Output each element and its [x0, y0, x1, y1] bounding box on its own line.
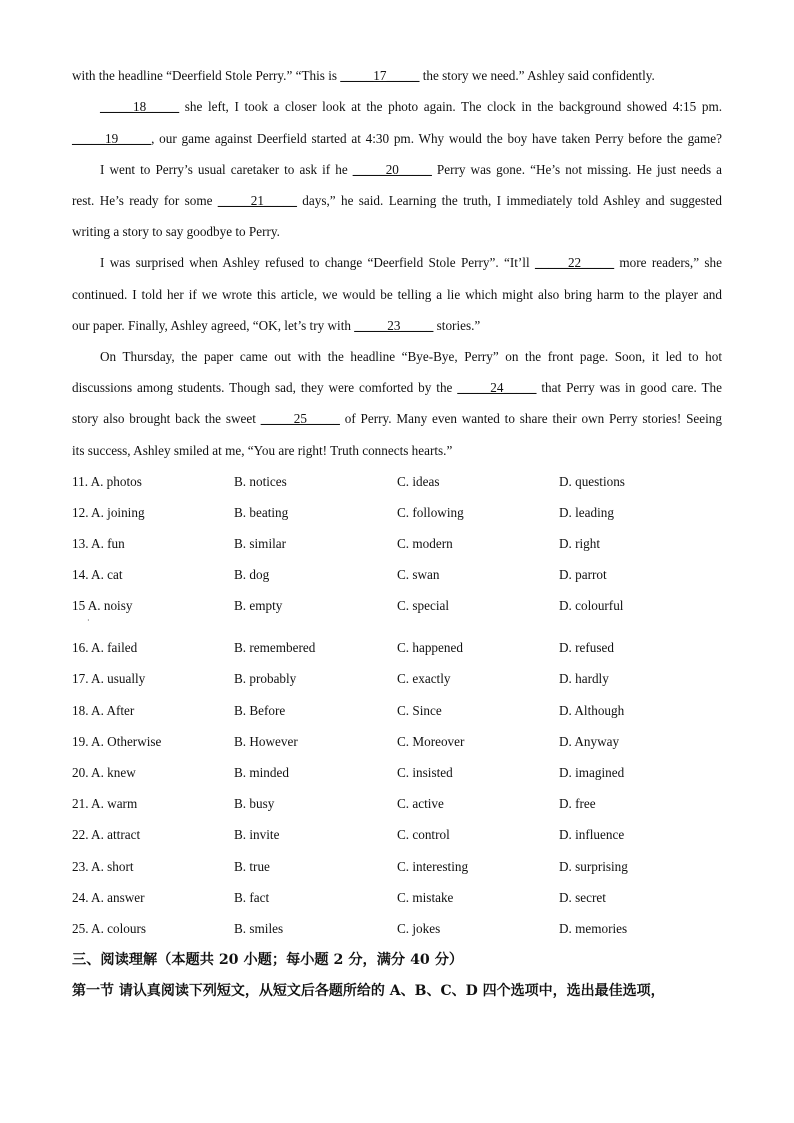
question-14-options: [72, 567, 722, 583]
passage-line-10: On Thursday, the paper came out with the headline “Bye-Bye, Perry” on the front page. Soon, it led to hot: [100, 349, 722, 364]
question-25-options: [72, 921, 722, 937]
blank-24: _____24_____: [457, 380, 537, 395]
option-a: 25. A. colours: [72, 921, 146, 936]
option-d: D. leading: [559, 505, 614, 520]
option-b: B. true: [234, 859, 270, 874]
option-b: B. fact: [234, 890, 270, 905]
blank-17: _____17_____: [340, 68, 420, 83]
option-b: B. notices: [234, 474, 287, 489]
option-b: B. beating: [234, 505, 289, 520]
option-b: B. empty: [234, 598, 283, 613]
option-b: B. smiles: [234, 921, 284, 936]
option-a: 16. A. failed: [72, 640, 138, 655]
option-d: D. memories: [559, 921, 628, 936]
blank-21: _____21_____: [217, 193, 297, 208]
option-d: D. questions: [559, 474, 625, 489]
option-d: D. imagined: [559, 765, 625, 780]
option-d: D. refused: [559, 640, 614, 655]
passage-line-7: I was surprised when Ashley refused to change “Deerfield Stole Perry”. “It’ll _____22_____ more readers,” she: [100, 255, 722, 270]
blank-22: _____22_____: [534, 255, 615, 270]
passage-line-9: our paper. Finally, Ashley agreed, “OK, let’s try with _____23_____ stories.”: [72, 318, 481, 333]
option-a: 19. A. Otherwise: [72, 734, 162, 749]
option-c: C. ideas: [397, 474, 440, 489]
option-b: B. However: [234, 734, 298, 749]
option-a: 17. A. usually: [72, 671, 146, 686]
option-c: C. swan: [397, 567, 440, 582]
question-17-options: [72, 671, 722, 687]
question-21-options: [72, 796, 722, 812]
option-c: C. special: [397, 598, 450, 613]
option-d: D. Although: [559, 703, 625, 718]
option-d: D. right: [559, 536, 601, 551]
option-b: B. similar: [234, 536, 287, 551]
option-b: B. minded: [234, 765, 289, 780]
passage-line-4: I went to Perry’s usual caretaker to ask if he _____20_____ Perry was gone. “He’s not missing. He just needs a: [100, 162, 722, 177]
option-c: C. control: [397, 827, 450, 842]
blank-23: _____23_____: [354, 318, 434, 333]
option-c: C. interesting: [397, 859, 469, 874]
option-b: B. invite: [234, 827, 280, 842]
option-c: C. mistake: [397, 890, 454, 905]
option-d: D. Anyway: [559, 734, 620, 749]
passage-line-5: rest. He’s ready for some _____21_____ days,” he said. Learning the truth, I immediately told Ashley and suggested: [72, 193, 722, 208]
option-a: 11. A. photos: [72, 474, 142, 489]
question-22-options: [72, 827, 722, 843]
option-d: D. parrot: [559, 567, 607, 582]
option-b: B. Before: [234, 703, 286, 718]
option-d: D. surprising: [559, 859, 628, 874]
question-11-options: [72, 474, 722, 490]
option-c: C. insisted: [397, 765, 453, 780]
blank-20: _____20_____: [352, 162, 432, 177]
option-c: C. happened: [397, 640, 463, 655]
question-19-options: [72, 734, 722, 750]
option-c: C. modern: [397, 536, 453, 551]
option-a: 24. A. answer: [72, 890, 145, 905]
passage-line-2: _____18_____ she left, I took a closer look at the photo again. The clock in the background showed 4:15 pm.: [100, 99, 722, 114]
question-12-options: [72, 505, 722, 521]
option-d: D. colourful: [559, 598, 624, 613]
question-15-options: [72, 598, 722, 614]
passage-line-8: continued. I told her if we wrote this article, we would be telling a lie which might also bring harm to the player and: [72, 287, 722, 302]
passage-line-1: with the headline “Deerfield Stole Perry.” “This is _____17_____ the story we need.” Ashley said confidently.: [72, 68, 655, 83]
option-c: C. Moreover: [397, 734, 465, 749]
option-a: 12. A. joining: [72, 505, 145, 520]
passage-line-6: writing a story to say goodbye to Perry.: [72, 224, 280, 239]
option-a: 22. A. attract: [72, 827, 141, 842]
passage-line-13: its success, Ashley smiled at me, “You are right! Truth connects hearts.”: [72, 443, 453, 458]
option-a: 15 A. noisy: [72, 598, 133, 613]
section-instruction: 第一节 请认真阅读下列短文，从短文后各题所给的 A、B、C、D 四个选项中，选出最佳选项，: [72, 983, 665, 999]
question-20-options: [72, 765, 722, 781]
passage-line-11: discussions among students. Though sad, they were comforted by the _____24_____ that Perry was in good care. The: [72, 380, 722, 395]
question-24-options: [72, 890, 722, 906]
option-b: B. busy: [234, 796, 275, 811]
blank-25: _____25_____: [260, 411, 340, 426]
section-heading: 三、阅读理解（本题共 20 小题；每小题 2 分，满分 40 分）: [72, 952, 464, 968]
option-b: B. probably: [234, 671, 297, 686]
option-d: D. hardly: [559, 671, 609, 686]
option-c: C. following: [397, 505, 464, 520]
passage-line-12: story also brought back the sweet _____25_____ of Perry. Many even wanted to share their own Perry stories! Seeing: [72, 411, 722, 426]
question-18-options: [72, 703, 722, 719]
option-d: D. secret: [559, 890, 606, 905]
question-23-options: [72, 859, 722, 875]
option-b: B. remembered: [234, 640, 316, 655]
blank-18: _____18_____: [100, 99, 180, 114]
option-c: C. Since: [397, 703, 442, 718]
option-d: D. free: [559, 796, 596, 811]
option-b: B. dog: [234, 567, 270, 582]
option-c: C. exactly: [397, 671, 451, 686]
stray-dot: ·: [87, 616, 90, 625]
question-13-options: [72, 536, 722, 552]
option-a: 20. A. knew: [72, 765, 136, 780]
option-a: 14. A. cat: [72, 567, 123, 582]
question-16-options: [72, 640, 722, 656]
option-a: 21. A. warm: [72, 796, 138, 811]
passage-line-3: _____19_____, our game against Deerfield started at 4:30 pm. Why would the boy have taken Perry before the game?: [72, 131, 722, 146]
blank-19: _____19_____: [72, 131, 152, 146]
option-a: 23. A. short: [72, 859, 134, 874]
option-d: D. influence: [559, 827, 625, 842]
option-a: 18. A. After: [72, 703, 135, 718]
option-a: 13. A. fun: [72, 536, 125, 551]
option-c: C. jokes: [397, 921, 441, 936]
option-c: C. active: [397, 796, 444, 811]
